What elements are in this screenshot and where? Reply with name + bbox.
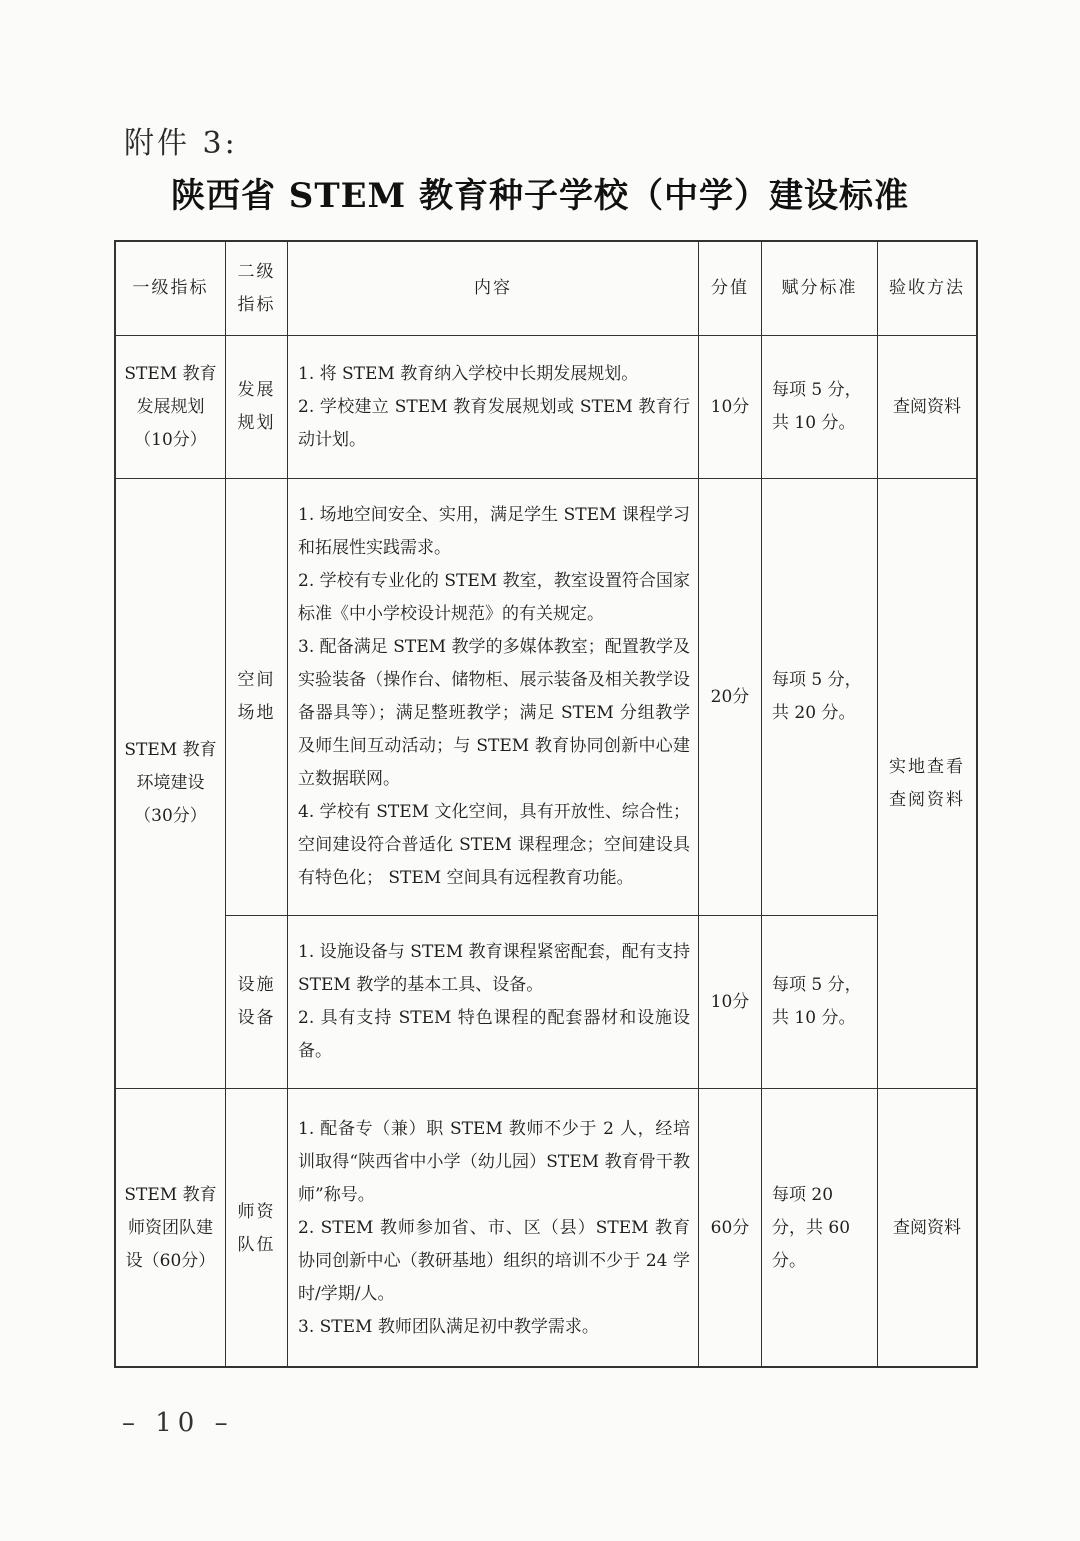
row3-content-list [298, 936, 690, 1068]
header-score: 分值 [699, 242, 762, 336]
page-title: 陕西省 STEM 教育种子学校（中学）建设标准 [170, 176, 910, 216]
row4-content-list [298, 1113, 690, 1344]
row1-content-item: 2. 学校建立 STEM 教育发展规划或 STEM 教育行动计划。 [298, 396, 690, 450]
row2-method-text: 实地查看查阅资料 [889, 756, 965, 810]
row2-level2-text: 空间场地 [237, 670, 276, 723]
row1-content [288, 336, 699, 479]
row2-method [878, 479, 976, 1089]
row2-content-item: 1. 场地空间安全、实用，满足学生 STEM 课程学习和拓展性实践需求。 [298, 505, 690, 558]
row1-level1: STEM 教育发展规划（10分） [116, 336, 226, 479]
row2-content-item: 3. 配备满足 STEM 教学的多媒体教室；配置教学及实验装备（操作台、储物柜、展示装备及相关教学设备器具等）；满足整班教学；满足 STEM 分组教学及师生间互动活动；与 STEM 教育协同创新中心建立数据联网。 [298, 637, 690, 789]
row4-score: 60分 [699, 1089, 762, 1368]
header-scoring-rule: 赋分标准 [762, 242, 878, 336]
row2-content [288, 479, 699, 916]
header-level2-text: 二级指标 [237, 261, 276, 315]
row2-level1: STEM 教育环境建设（30分） [116, 479, 226, 1089]
row3-score: 10分 [699, 916, 762, 1089]
header-level2 [226, 242, 288, 336]
header-content: 内容 [288, 242, 699, 336]
row4-content-item: 1. 配备专（兼）职 STEM 教师不少于 2 人，经培训取得“陕西省中小学（幼儿园）STEM 教育骨干教师”称号。 [298, 1119, 690, 1205]
row2-level2 [226, 479, 288, 916]
row3-level2 [226, 916, 288, 1089]
row4-method: 查阅资料 [893, 1218, 961, 1238]
row4-level2 [226, 1089, 288, 1368]
row2-content-item: 4. 学校有 STEM 文化空间，具有开放性、综合性；空间建设符合普适化 STEM 课程理念；空间建设具有特色化； STEM 空间具有远程教育功能。 [298, 802, 690, 888]
row4-level1: STEM 教育师资团队建设（60分） [116, 1089, 226, 1368]
attachment-label: 附件 3: [124, 126, 238, 161]
page-number: – 10 – [122, 1408, 234, 1438]
row1-level2 [226, 336, 288, 479]
row1-level2-text: 发展规划 [237, 380, 276, 433]
row4-content-item: 3. STEM 教师团队满足初中教学需求。 [298, 1317, 599, 1337]
row2-score: 20分 [699, 479, 762, 916]
row1-content-item: 1. 将 STEM 教育纳入学校中长期发展规划。 [298, 363, 639, 384]
row4-level2-text: 师资队伍 [237, 1201, 276, 1255]
standards-table [114, 240, 978, 1368]
row1-method: 查阅资料 [878, 336, 976, 479]
header-acceptance: 验收方法 [878, 242, 976, 336]
row1-content-list [298, 358, 690, 457]
header-level1: 一级指标 [116, 242, 226, 336]
row2-rule: 每项 5 分，共 20 分。 [762, 479, 878, 916]
row2-content-item: 2. 学校有专业化的 STEM 教室，教室设置符合国家标准《中小学校设计规范》的有关规定。 [298, 571, 690, 624]
row3-content [288, 916, 699, 1089]
row3-level2-text: 设施设备 [237, 975, 276, 1028]
row4-content-item: 2. STEM 教师参加省、市、区（县）STEM 教育协同创新中心（教研基地）组织的培训不少于 24 学时/学期/人。 [298, 1218, 690, 1304]
row3-rule: 每项 5 分，共 10 分。 [762, 916, 878, 1089]
row4-content [288, 1089, 699, 1368]
row3-content-item: 2. 具有支持 STEM 特色课程的配套器材和设施设备。 [298, 1008, 690, 1061]
row2-content-list [298, 499, 690, 895]
row4-rule: 每项 20 分，共 60 分。 [762, 1089, 878, 1368]
row1-rule: 每项 5 分，共 10 分。 [762, 336, 878, 479]
row3-content-item: 1. 设施设备与 STEM 教育课程紧密配套，配有支持 STEM 教学的基本工具、设备。 [298, 942, 690, 995]
row1-score: 10分 [699, 336, 762, 479]
